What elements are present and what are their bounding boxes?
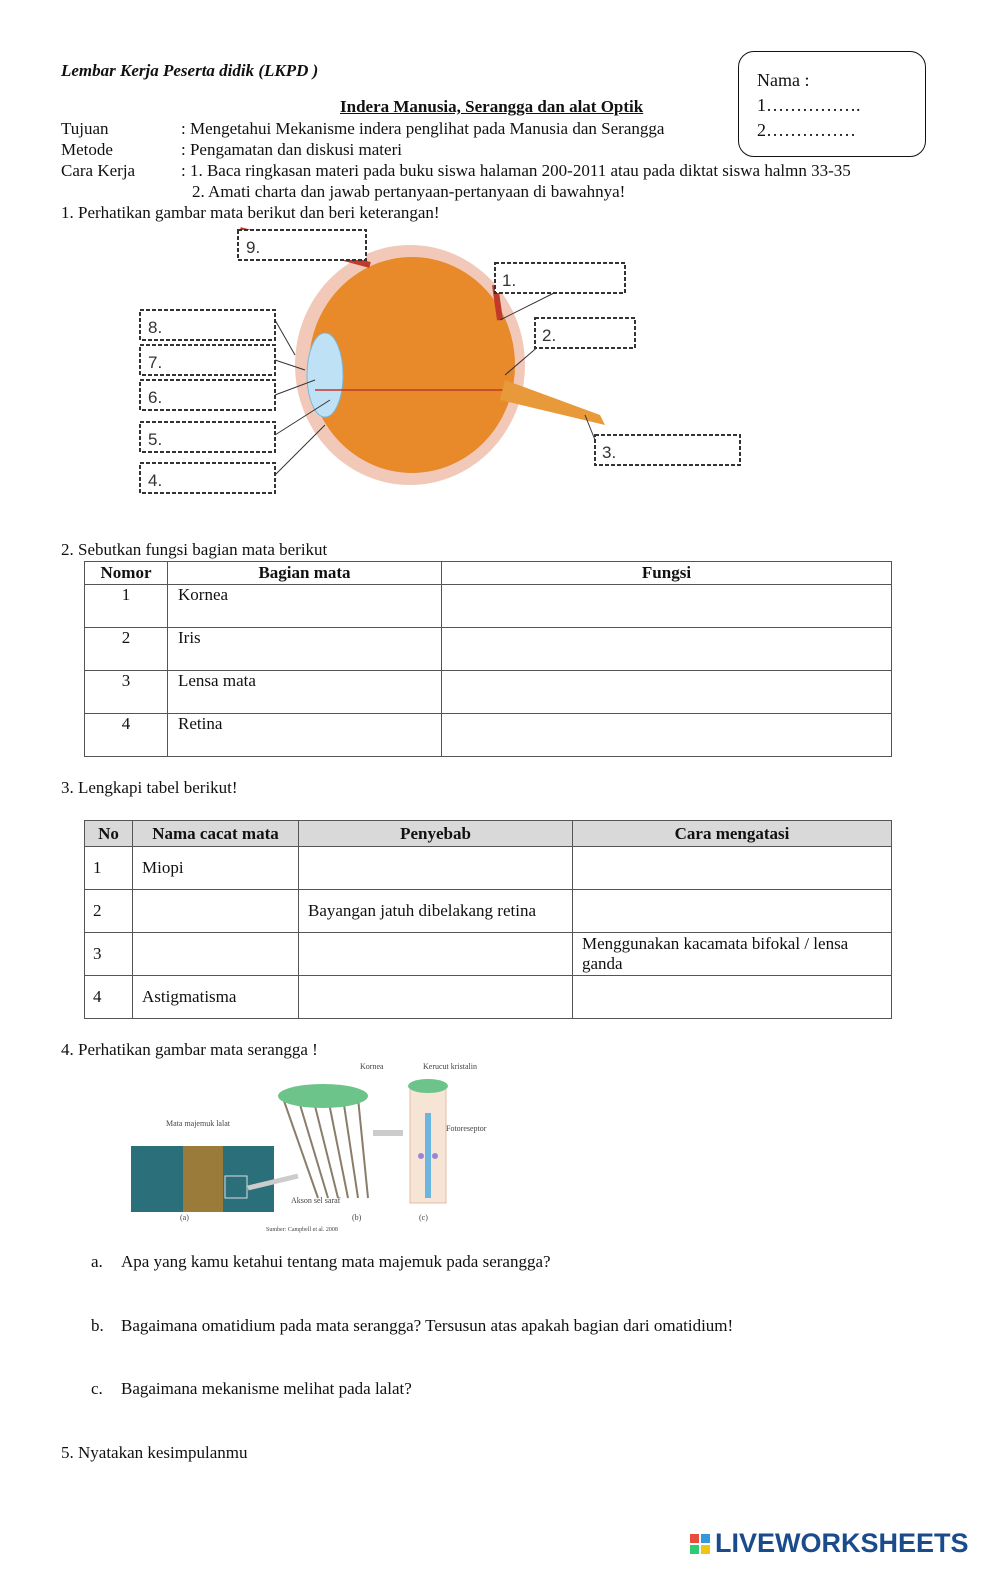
label-mata-majemuk: Mata majemuk lalat <box>166 1119 230 1128</box>
eye-label-1: 1. <box>502 271 517 290</box>
lkpd-heading: Lembar Kerja Peserta didik (LKPD ) <box>61 61 319 80</box>
cell-fungsi[interactable] <box>442 628 892 671</box>
table-row <box>85 890 892 933</box>
eye-label-7: 7. <box>148 353 163 372</box>
liveworksheets-logo <box>690 1528 969 1559</box>
info-label-metode: Metode <box>61 140 113 159</box>
cell-no: 3 <box>85 933 133 976</box>
cell-bagian: Iris <box>168 628 442 671</box>
header-no: No <box>85 821 133 847</box>
info-label-tujuan: Tujuan <box>61 119 109 138</box>
optic-nerve-shape <box>500 380 605 425</box>
cell-nomor: 2 <box>85 628 168 671</box>
cell-fungsi[interactable] <box>442 671 892 714</box>
logo-icon <box>690 1534 710 1554</box>
question-4: 4. Perhatikan gambar mata serangga ! <box>61 1040 318 1059</box>
cell-no: 4 <box>85 976 133 1019</box>
cell-penyebab[interactable] <box>299 847 573 890</box>
logo-text: LIVEWORKSHEETS <box>715 1528 969 1558</box>
question-a-letter: a. <box>91 1252 103 1271</box>
cell-nama[interactable]: Miopi <box>133 847 299 890</box>
header-bagian-mata: Bagian mata <box>168 562 442 585</box>
eye-label-3: 3. <box>602 443 617 462</box>
info-value-cara-kerja: : 1. Baca ringkasan materi pada buku siswa halaman 200-2011 atau pada diktat siswa halmn 33-35 <box>181 161 851 180</box>
table-row <box>85 847 892 890</box>
question-5: 5. Nyatakan kesimpulanmu <box>61 1443 248 1462</box>
label-b: (b) <box>352 1213 362 1222</box>
info-cara-kerja-step-2: 2. Amati charta dan jawab pertanyaan-pertanyaan di bawahnya! <box>192 182 626 201</box>
cell-cara[interactable] <box>573 976 892 1019</box>
name-line-1[interactable]: 1……………. <box>757 95 861 115</box>
label-fotoreseptor: Fotoreseptor <box>446 1124 487 1133</box>
eye-label-2: 2. <box>542 326 557 345</box>
question-c-text: Bagaimana mekanisme melihat pada lalat? <box>121 1379 412 1398</box>
name-line-2[interactable]: 2…………… <box>757 120 856 140</box>
info-value-tujuan: : Mengetahui Mekanisme indera penglihat pada Manusia dan Serangga <box>181 119 665 138</box>
table-row <box>85 933 892 976</box>
cell-bagian: Kornea <box>168 585 442 628</box>
table-row <box>85 585 892 628</box>
table-row <box>85 976 892 1019</box>
cell-cara[interactable]: Menggunakan kacamata bifokal / lensa ganda <box>573 933 892 976</box>
cell-nama[interactable]: Astigmatisma <box>133 976 299 1019</box>
ommatidia-cornea <box>278 1084 368 1108</box>
cell-fungsi[interactable] <box>442 714 892 757</box>
cell-no: 1 <box>85 847 133 890</box>
table-row <box>85 671 892 714</box>
label-kerucut-kristalin: Kerucut kristalin <box>423 1062 477 1071</box>
label-c: (c) <box>419 1213 428 1222</box>
cell-no: 2 <box>85 890 133 933</box>
label-a: (a) <box>180 1213 189 1222</box>
cell-bagian: Retina <box>168 714 442 757</box>
question-c-letter: c. <box>91 1379 103 1398</box>
question-3: 3. Lengkapi tabel berikut! <box>61 778 238 797</box>
header-nomor: Nomor <box>85 562 168 585</box>
cell-nomor: 4 <box>85 714 168 757</box>
label-kornea: Kornea <box>360 1062 384 1071</box>
question-a-text: Apa yang kamu ketahui tentang mata majemuk pada serangga? <box>121 1252 551 1271</box>
info-label-cara-kerja: Cara Kerja <box>61 161 136 180</box>
label-akson: Akson sel saraf <box>291 1196 341 1205</box>
cell-penyebab[interactable] <box>299 976 573 1019</box>
function-table <box>84 561 892 757</box>
cell-bagian: Lensa mata <box>168 671 442 714</box>
cell-fungsi[interactable] <box>442 585 892 628</box>
table-row <box>85 714 892 757</box>
cell-penyebab[interactable] <box>299 933 573 976</box>
name-label: Nama : <box>757 70 810 90</box>
eye-label-8: 8. <box>148 318 163 337</box>
eye-label-9: 9. <box>246 238 261 257</box>
header-fungsi: Fungsi <box>442 562 892 585</box>
page-title: Indera Manusia, Serangga dan alat Optik <box>340 97 644 116</box>
cornea-shape <box>307 333 343 417</box>
question-b-letter: b. <box>91 1316 104 1335</box>
eye-defect-table <box>84 820 892 1019</box>
question-1: 1. Perhatikan gambar mata berikut dan beri keterangan! <box>61 203 440 222</box>
cell-nama[interactable] <box>133 933 299 976</box>
cell-nomor: 1 <box>85 585 168 628</box>
header-nama-cacat: Nama cacat mata <box>133 821 299 847</box>
eye-label-5: 5. <box>148 430 163 449</box>
figure-source: Sumber: Campbell et al. 2008 <box>266 1227 338 1233</box>
cell-nomor: 3 <box>85 671 168 714</box>
cell-penyebab[interactable]: Bayangan jatuh dibelakang retina <box>299 890 573 933</box>
question-b-text: Bagaimana omatidium pada mata serangga? Tersusun atas apakah bagian dari omatidium! <box>121 1316 734 1335</box>
insect-eye-figure <box>128 1058 508 1236</box>
cell-cara[interactable] <box>573 847 892 890</box>
name-box <box>738 51 926 157</box>
cell-cara[interactable] <box>573 890 892 933</box>
eye-label-4: 4. <box>148 471 163 490</box>
table-row <box>85 628 892 671</box>
header-cara-mengatasi: Cara mengatasi <box>573 821 892 847</box>
eye-label-6: 6. <box>148 388 163 407</box>
eye-diagram <box>130 225 750 505</box>
cell-nama[interactable] <box>133 890 299 933</box>
header-penyebab: Penyebab <box>299 821 573 847</box>
question-2: 2. Sebutkan fungsi bagian mata berikut <box>61 540 328 559</box>
info-value-metode: : Pengamatan dan diskusi materi <box>181 140 402 159</box>
